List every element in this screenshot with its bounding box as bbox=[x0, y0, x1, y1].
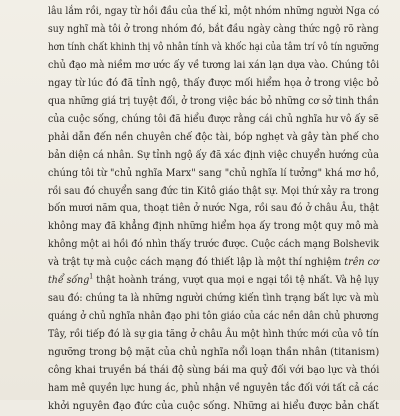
text-line bbox=[48, 254, 379, 272]
text-run: và trật tự mà cuộc cách mạng đó thiết lập là một thí nghiệm bbox=[48, 256, 342, 269]
text-line: khởi nguyên đạo đức của cuộc sống. Những ai hiểu được bản chất bbox=[48, 399, 380, 412]
text-line: ngay từ lúc đó đã tỉnh ngộ, thấy được mối hiểm họa ở trong việc bỏ bbox=[48, 76, 379, 89]
text-line: ham mê quyền lực hung ác, phủ nhận về nguyên tắc đối với tất cả các bbox=[48, 382, 379, 395]
text-line: lâu lắm rồi, ngay từ hồi đầu của thế kỉ, một nhóm những người Nga có bbox=[48, 5, 380, 17]
text-line: không may đã khẳng định những hiểm họa ấy trong một quy mô mà bbox=[48, 220, 379, 233]
text-line: Tây, rồi tiếp đó là sự gia tăng ở châu Âu một hình thức mới của vô tín bbox=[48, 328, 379, 341]
text-line: phải dẫn đến nền chuyên chế độc tài, bóp nghẹt và gây tàn phế cho bbox=[48, 130, 380, 143]
body-text bbox=[48, 3, 379, 416]
text-line: ngưỡng trong bộ mặt của chủ nghĩa nổi loạn thần nhân (titanism) bbox=[48, 346, 380, 359]
text-line: chủ đạo mà niềm mơ ước ấy về tương lai xán lạn dựa vào. Chúng tôi bbox=[48, 58, 380, 71]
text-run: thật hoành tráng, vượt qua mọi e ngại tồi tệ nhất. Và hệ lụy bbox=[93, 274, 380, 287]
text-line: chúng tôi từ "chủ nghĩa Marx" sang "chủ nghĩa lí tưởng" khá mơ hồ, bbox=[48, 166, 380, 179]
footnote-marker[interactable]: 1 bbox=[89, 272, 94, 281]
text-line: bốn mươi năm qua, thoạt tiên ở nước Nga, rồi sau đó ở châu Âu, thật bbox=[48, 202, 379, 215]
italic-run: thể sống bbox=[48, 274, 90, 287]
text-line: của cuộc sống, chúng tôi đã hiểu được rằng cái chủ nghĩa hư vô ấy sẽ bbox=[48, 112, 379, 125]
text-line: sau đó: chúng ta là những người chứng kiến tình trạng bất lực và mù bbox=[48, 292, 379, 305]
text-line: hơn tính chất khinh thị vô nhân tính và khốc hại của tâm trí vô tín ngưỡng bbox=[48, 40, 380, 53]
text-line: suy nghĩ mà tôi ở trong nhóm đó, bắt đầu ngày càng thức ngộ rõ ràng bbox=[48, 22, 379, 35]
text-line: không một ai hồi đó nhìn thấy trước được. Cuộc cách mạng Bolshevik bbox=[48, 238, 380, 251]
italic-run: trên cơ bbox=[344, 256, 379, 269]
text-line: quáng ở chủ nghĩa nhân đạo phi tôn giáo của các nền dân chủ phương bbox=[48, 310, 379, 323]
text-line: qua những giá trị tuyệt đối, ở trong việc bác bỏ những cơ sở tinh thần bbox=[48, 94, 379, 107]
text-line bbox=[48, 272, 380, 290]
text-line: bản diện cá nhân. Sự tỉnh ngộ ấy đã xác định việc chuyển hướng của bbox=[48, 148, 379, 161]
text-line: rồi sau đó chuyển sang đức tin Kitô giáo thật sự. Mọi thứ xảy ra trong bbox=[48, 184, 380, 197]
text-line: công khai truyền bá thái độ sùng bái ma quỷ đối với bạo lực và thói bbox=[48, 364, 380, 377]
